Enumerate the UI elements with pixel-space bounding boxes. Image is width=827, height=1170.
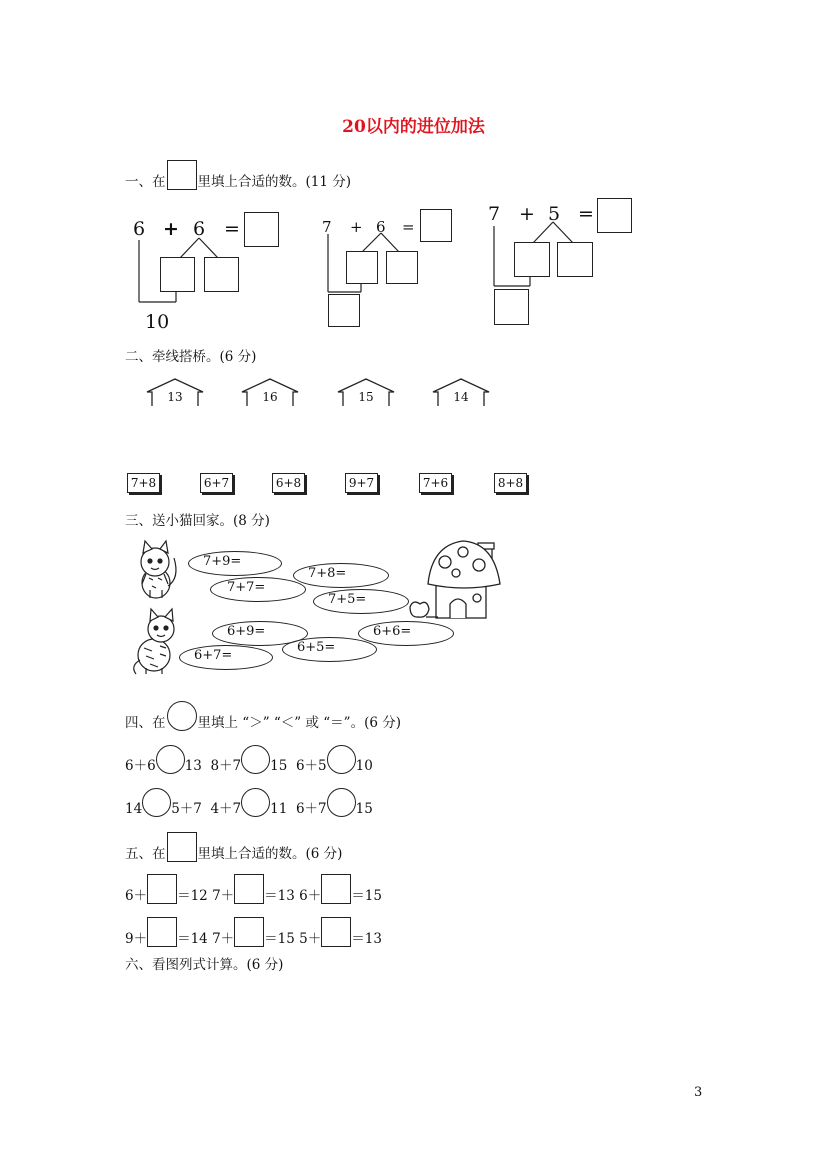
compare-circle[interactable] — [327, 745, 356, 774]
answer-box-icon — [167, 832, 197, 862]
expression-card[interactable]: 7+8 — [127, 473, 160, 493]
house-13[interactable]: 13 — [167, 390, 183, 404]
addend-a: 7 — [322, 218, 332, 236]
fish-expression[interactable]: 7+8= — [293, 563, 389, 588]
expression-card[interactable]: 7+6 — [419, 473, 452, 493]
expression-card[interactable]: 6+8 — [272, 473, 305, 493]
expression-card[interactable]: 8+8 — [494, 473, 527, 493]
addend-b: 6 — [376, 218, 386, 236]
answer-box[interactable] — [147, 917, 177, 947]
fish-expression[interactable]: 7+9= — [188, 551, 282, 576]
compare-circle[interactable] — [142, 788, 171, 817]
plus-sign: + — [350, 218, 363, 236]
answer-box[interactable] — [321, 917, 351, 947]
compare-circle[interactable] — [156, 745, 185, 774]
fish-expression[interactable]: 7+5= — [313, 589, 409, 614]
answer-box[interactable] — [234, 917, 264, 947]
fill-row: 9＋ ＝14 7＋ ＝15 5＋ ＝13 — [125, 917, 382, 947]
fish-expression[interactable]: 6+5= — [282, 637, 377, 662]
plus-sign: + — [519, 203, 535, 225]
compare-circle[interactable] — [327, 788, 356, 817]
fish-expression[interactable]: 6+7= — [179, 645, 273, 670]
section-5-heading: 五、在 里填上合适的数。(6 分) — [125, 832, 342, 862]
addend-a: 7 — [488, 203, 501, 225]
fish-expression[interactable]: 7+7= — [210, 577, 306, 602]
house-16[interactable]: 16 — [262, 390, 278, 404]
compare-row: 6＋6 13 8＋7 15 6＋5 10 — [125, 745, 373, 774]
expression-card[interactable]: 6+7 — [200, 473, 233, 493]
equals-sign: = — [224, 218, 240, 240]
equals-sign: = — [578, 203, 594, 225]
fish-expression[interactable]: 6+6= — [358, 621, 454, 646]
house-15[interactable]: 15 — [358, 390, 374, 404]
house-14[interactable]: 14 — [453, 390, 469, 404]
answer-box[interactable] — [321, 874, 351, 904]
equals-sign: = — [402, 218, 415, 236]
section-2-heading: 二、牵线搭桥。(6 分) — [125, 349, 257, 365]
compare-row: 14 5＋7 4＋7 11 6＋7 15 — [125, 788, 373, 817]
addend-b: 6 — [193, 218, 206, 240]
section-4-heading: 四、在 里填上 “＞” “＜” 或 “＝”。(6 分) — [125, 701, 401, 731]
answer-box[interactable] — [147, 874, 177, 904]
page-title: 20以内的进位加法 — [342, 117, 485, 137]
addend-a: 6 — [133, 218, 146, 240]
compare-circle-icon — [167, 701, 197, 731]
plus-sign: + — [163, 218, 179, 240]
compare-circle[interactable] — [241, 788, 270, 817]
section-6-heading: 六、看图列式计算。(6 分) — [125, 957, 284, 973]
page-number: 3 — [694, 1085, 703, 1100]
expression-card[interactable]: 9+7 — [345, 473, 378, 493]
answer-box[interactable] — [234, 874, 264, 904]
compare-circle[interactable] — [241, 745, 270, 774]
section-1-heading: 一、在 里填上合适的数。(11 分) — [125, 160, 351, 190]
helper-ten: 10 — [145, 311, 170, 333]
addend-b: 5 — [548, 203, 561, 225]
fish-expression[interactable]: 6+9= — [212, 621, 308, 646]
section-3-heading: 三、送小猫回家。(8 分) — [125, 513, 270, 529]
fill-row: 6＋ ＝12 7＋ ＝13 6＋ ＝15 — [125, 874, 382, 904]
